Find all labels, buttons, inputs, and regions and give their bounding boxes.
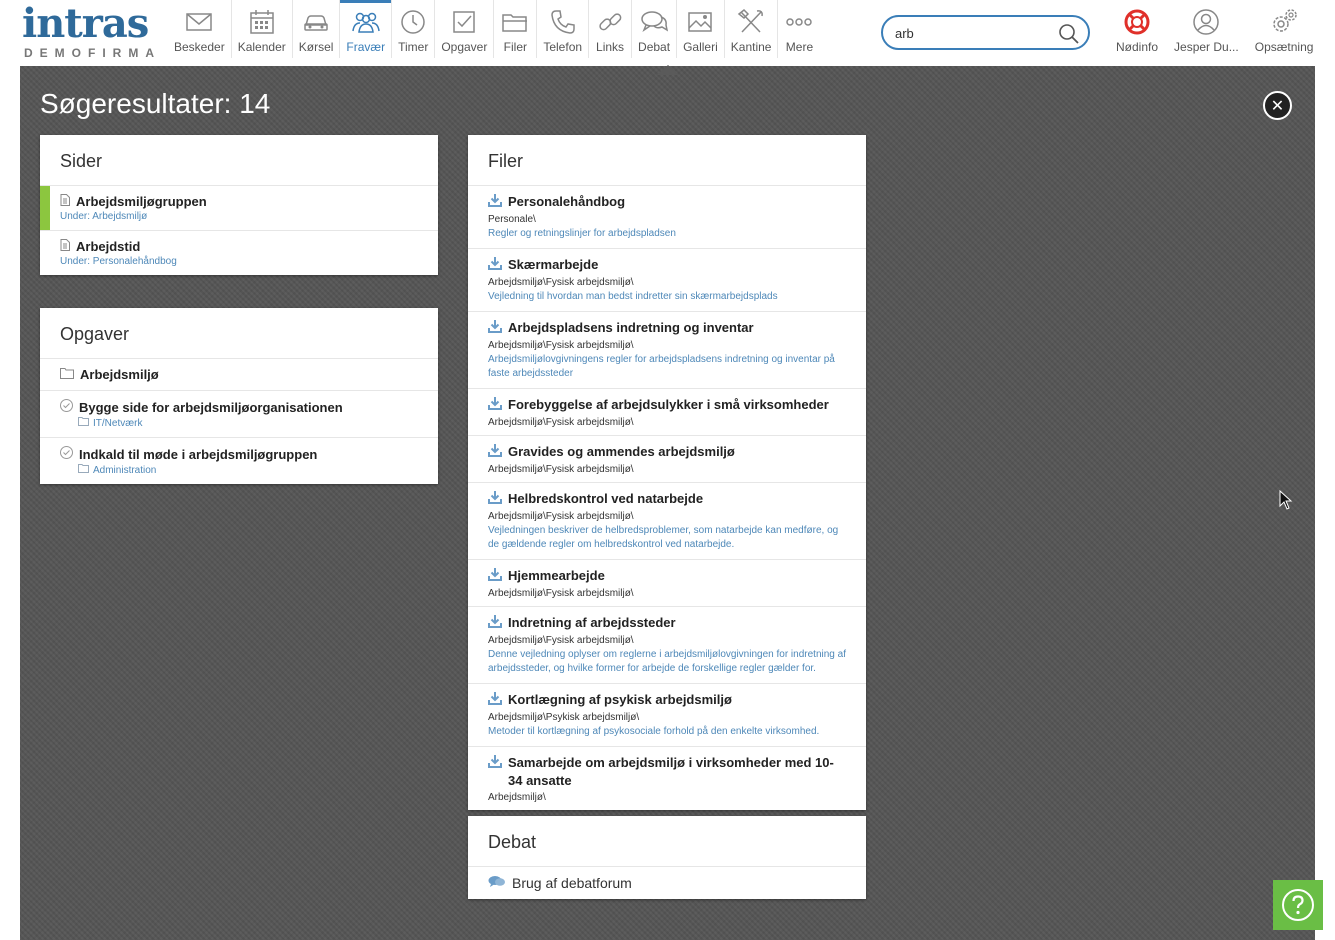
item-sub: Under: Personalehåndbog	[60, 256, 177, 267]
item-sub: IT/Netværk	[93, 417, 143, 429]
question-icon	[1281, 888, 1315, 922]
search-input[interactable]	[895, 23, 1055, 43]
item-path: Arbejdsmiljø\	[488, 792, 546, 803]
checkbox-icon	[449, 7, 479, 37]
item-path: Arbejdsmiljø\Fysisk arbejdsmiljø\	[488, 588, 634, 599]
search-icon[interactable]	[1058, 23, 1080, 45]
nav-pointer	[657, 65, 679, 75]
nav-label: Timer	[398, 40, 429, 54]
nav-label: Kalender	[237, 40, 286, 54]
file-item[interactable]	[468, 389, 866, 436]
nav-label: Kørsel	[298, 40, 334, 54]
folder-icon	[78, 464, 89, 476]
item-desc: Metoder til kortlægning af psykosociale forhold på den enkelte virksomhed.	[488, 726, 820, 737]
item-path: Arbejdsmiljø\Fysisk arbejdsmiljø\	[488, 511, 634, 522]
item-title: Bygge side for arbejdsmiljøorganisationen	[79, 399, 343, 415]
main-nav	[168, 0, 820, 58]
item-title: Kortlægning af psykisk arbejdsmiljø	[508, 692, 732, 707]
folder-icon	[60, 367, 74, 382]
user-icon	[1191, 7, 1221, 37]
nav-item-links[interactable]	[589, 0, 632, 58]
phone-icon	[548, 7, 578, 37]
item-title: Skærmarbejde	[508, 257, 599, 272]
item-title: Arbejdspladsens indretning og inventar	[508, 320, 754, 335]
download-icon	[488, 256, 502, 275]
nav-item-debat[interactable]	[632, 0, 677, 58]
filer-heading: Filer	[468, 135, 866, 186]
top-bar	[0, 0, 1335, 66]
item-path: Arbejdsmiljø\Fysisk arbejdsmiljø\	[488, 417, 634, 428]
logo-word: intras	[22, 0, 149, 47]
help-button[interactable]	[1273, 880, 1323, 930]
lifebuoy-icon	[1122, 7, 1152, 37]
item-sub: Administration	[93, 464, 157, 476]
download-icon	[488, 443, 502, 462]
nav-item-mere[interactable]	[778, 0, 820, 58]
nav-item-opsaetning[interactable]	[1247, 0, 1322, 58]
people-icon	[351, 7, 381, 37]
file-item[interactable]	[468, 483, 866, 560]
sider-panel	[40, 135, 438, 275]
nav-label: Jesper Du...	[1174, 40, 1239, 54]
nav-label: Opsætning	[1254, 40, 1314, 54]
item-title: Indkald til møde i arbejdsmiljøgruppen	[79, 446, 318, 462]
nav-item-user[interactable]	[1166, 0, 1247, 58]
nav-label: Links	[596, 40, 625, 54]
file-item[interactable]	[468, 436, 866, 483]
mouse-cursor-icon	[1279, 490, 1293, 510]
debat-panel	[468, 816, 866, 899]
folder-icon	[78, 417, 89, 429]
dots-icon	[784, 7, 814, 37]
nav-item-filer[interactable]	[494, 0, 537, 58]
nav-label: Fravær	[346, 40, 386, 54]
list-item[interactable]	[40, 231, 438, 275]
cutlery-icon	[736, 7, 766, 37]
item-desc: Vejledningen beskriver de helbredsproblemer, som natarbejde kan medføre, og de gældende regler om helbredskontrol ved natarbejde.	[488, 525, 839, 550]
chat-icon	[639, 7, 669, 37]
file-item[interactable]	[468, 249, 866, 312]
nav-label: Nødinfo	[1116, 40, 1159, 54]
envelope-icon	[184, 7, 214, 37]
file-item[interactable]	[468, 312, 866, 389]
download-icon	[488, 396, 502, 415]
nav-label: Kantine	[730, 40, 772, 54]
download-icon	[488, 691, 502, 710]
file-item[interactable]	[468, 186, 866, 249]
download-icon	[488, 193, 502, 212]
right-nav	[1108, 0, 1321, 58]
page-icon	[60, 194, 70, 209]
nav-label: Mere	[785, 40, 814, 54]
clock-icon	[398, 7, 428, 37]
search-box	[881, 15, 1090, 50]
nav-item-timer[interactable]	[392, 0, 435, 58]
item-desc: Regler og retningslinjer for arbejdspladsen	[488, 228, 676, 239]
opgaver-panel	[40, 308, 438, 484]
nav-item-beskeder[interactable]	[168, 0, 232, 58]
item-title: Forebyggelse af arbejdsulykker i små virksomheder	[508, 397, 829, 412]
item-sub: Under: Arbejdsmiljø	[60, 211, 148, 222]
item-path: Personale\	[488, 214, 536, 225]
item-title: Arbejdsmiljø	[80, 367, 159, 382]
item-title: Helbredskontrol ved natarbejde	[508, 491, 704, 506]
opgaver-heading: Opgaver	[40, 308, 438, 359]
download-icon	[488, 754, 502, 773]
item-path: Arbejdsmiljø\Psykisk arbejdsmiljø\	[488, 712, 640, 723]
download-icon	[488, 490, 502, 509]
file-item[interactable]	[468, 684, 866, 747]
nav-item-opgaver[interactable]	[435, 0, 494, 58]
debat-heading: Debat	[468, 816, 866, 867]
calendar-icon	[247, 7, 277, 37]
list-item[interactable]	[40, 359, 438, 391]
list-item[interactable]	[40, 186, 438, 231]
item-title: Hjemmearbejde	[508, 568, 605, 583]
item-path: Arbejdsmiljø\Fysisk arbejdsmiljø\	[488, 635, 634, 646]
logo[interactable]	[22, 0, 161, 60]
page-icon	[60, 239, 70, 254]
list-item[interactable]	[40, 438, 438, 484]
sider-heading: Sider	[40, 135, 438, 186]
item-title: Indretning af arbejdssteder	[508, 615, 676, 630]
item-desc: Vejledning til hvordan man bedst indretter sin skærmarbejdsplads	[488, 291, 778, 302]
item-path: Arbejdsmiljø\Fysisk arbejdsmiljø\	[488, 340, 634, 351]
nav-item-nodinfo[interactable]	[1108, 0, 1166, 58]
file-item[interactable]	[468, 747, 866, 810]
item-title: Samarbejde om arbejdsmiljø i virksomheder med 10-34 ansatte	[508, 755, 834, 788]
download-icon	[488, 614, 502, 633]
check-circle-icon	[60, 399, 73, 415]
item-desc: Denne vejledning oplyser om reglerne i arbejdsmiljølovgivningen for indretning af arbejdssteder, og hvilke former for arbejde de forskellige regler gælder for.	[488, 649, 846, 674]
file-item[interactable]	[468, 560, 866, 607]
logo-subtitle: DEMOFIRMA	[24, 46, 161, 60]
nav-label: Filer	[503, 40, 528, 54]
link-icon	[595, 7, 625, 37]
results-title: Søgeresultater: 14	[40, 88, 271, 119]
item-title: Personalehåndbog	[508, 194, 626, 209]
nav-item-kantine[interactable]	[725, 0, 779, 58]
filer-panel	[468, 135, 866, 810]
image-icon	[685, 7, 715, 37]
search-results-overlay	[20, 66, 1315, 940]
nav-label: Beskeder	[174, 40, 225, 54]
nav-item-korsel[interactable]	[293, 0, 341, 58]
nav-label: Debat	[638, 40, 671, 54]
car-icon	[301, 7, 331, 37]
item-title: Arbejdstid	[76, 239, 141, 254]
nav-item-kalender[interactable]	[232, 0, 293, 58]
nav-label: Telefon	[543, 40, 583, 54]
nav-item-galleri[interactable]	[677, 0, 725, 58]
download-icon	[488, 319, 502, 338]
list-item[interactable]	[40, 391, 438, 438]
nav-item-telefon[interactable]	[537, 0, 589, 58]
item-path: Arbejdsmiljø\Fysisk arbejdsmiljø\	[488, 464, 634, 475]
list-item[interactable]	[468, 867, 866, 899]
gear-icon	[1269, 7, 1299, 37]
item-title: Brug af debatforum	[512, 875, 632, 891]
check-circle-icon	[60, 446, 73, 462]
close-icon: ✕	[1270, 97, 1285, 115]
chat-icon	[488, 875, 506, 891]
file-item[interactable]	[468, 607, 866, 684]
nav-item-fravaer[interactable]	[340, 0, 392, 58]
nav-label: Opgaver	[441, 40, 488, 54]
close-button[interactable]	[1263, 91, 1292, 120]
item-title: Gravides og ammendes arbejdsmiljø	[508, 444, 735, 459]
item-title: Arbejdsmiljøgruppen	[76, 194, 207, 209]
folder-icon	[500, 7, 530, 37]
item-path: Arbejdsmiljø\Fysisk arbejdsmiljø\	[488, 277, 634, 288]
nav-label: Galleri	[683, 40, 718, 54]
item-desc: Arbejdsmiljølovgivningens regler for arbejdspladsens indretning og inventar på faste arbejdssteder	[488, 354, 835, 379]
download-icon	[488, 567, 502, 586]
